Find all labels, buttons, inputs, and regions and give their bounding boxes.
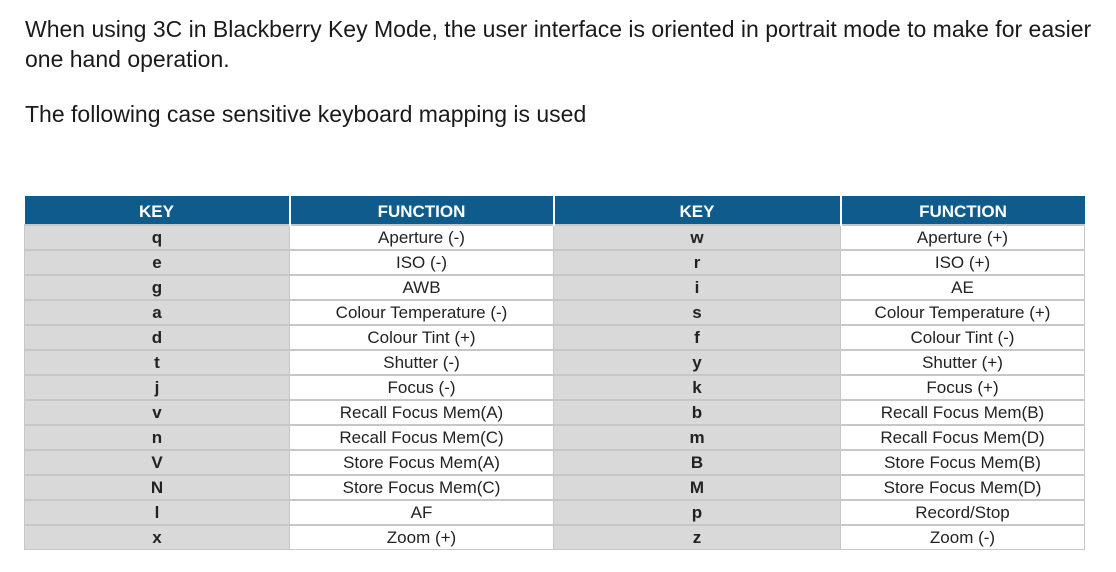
key-cell: j [25,375,290,400]
key-cell: g [25,275,290,300]
function-cell: Recall Focus Mem(A) [290,400,554,425]
function-cell: Store Focus Mem(B) [841,450,1085,475]
function-cell: Focus (-) [290,375,554,400]
function-cell: Record/Stop [841,500,1085,525]
function-cell: Shutter (-) [290,350,554,375]
table-row [25,250,1085,275]
header-key-right: KEY [554,196,841,225]
intro-paragraph: When using 3C in Blackberry Key Mode, the user interface is oriented in portrait mode to make for easier one hand operation. [25,16,1092,72]
table-row [25,225,1085,250]
table-row [25,350,1085,375]
mapping-caption: The following case sensitive keyboard mapping is used [25,101,587,127]
table-row [25,525,1085,550]
function-cell: AF [290,500,554,525]
table-row [25,275,1085,300]
key-cell: y [554,350,841,375]
table-header-row [25,196,1085,225]
table-row [25,325,1085,350]
key-cell: V [25,450,290,475]
header-function-right: FUNCTION [841,196,1085,225]
header-key-left: KEY [25,196,290,225]
function-cell: Colour Temperature (-) [290,300,554,325]
function-cell: Colour Tint (-) [841,325,1085,350]
key-cell: l [25,500,290,525]
key-cell: n [25,425,290,450]
key-cell: a [25,300,290,325]
function-cell: Store Focus Mem(A) [290,450,554,475]
key-cell: w [554,225,841,250]
key-cell: e [25,250,290,275]
function-cell: Recall Focus Mem(C) [290,425,554,450]
function-cell: Colour Temperature (+) [841,300,1085,325]
key-cell: M [554,475,841,500]
header-function-left: FUNCTION [290,196,554,225]
function-cell: Store Focus Mem(C) [290,475,554,500]
function-cell: Focus (+) [841,375,1085,400]
function-cell: Recall Focus Mem(D) [841,425,1085,450]
function-cell: Zoom (+) [290,525,554,550]
key-cell: b [554,400,841,425]
key-cell: k [554,375,841,400]
table-row [25,400,1085,425]
key-cell: N [25,475,290,500]
key-cell: m [554,425,841,450]
table-row [25,500,1085,525]
function-cell: Store Focus Mem(D) [841,475,1085,500]
key-cell: i [554,275,841,300]
key-cell: x [25,525,290,550]
table-row [25,300,1085,325]
key-cell: d [25,325,290,350]
table-row [25,475,1085,500]
key-cell: q [25,225,290,250]
function-cell: ISO (+) [841,250,1085,275]
keyboard-mapping-table [24,196,1085,550]
key-cell: B [554,450,841,475]
key-cell: f [554,325,841,350]
function-cell: AE [841,275,1085,300]
function-cell: AWB [290,275,554,300]
table-row [25,375,1085,400]
table-row [25,450,1085,475]
key-cell: z [554,525,841,550]
key-cell: v [25,400,290,425]
function-cell: Aperture (+) [841,225,1085,250]
function-cell: Shutter (+) [841,350,1085,375]
key-cell: p [554,500,841,525]
key-cell: t [25,350,290,375]
function-cell: Colour Tint (+) [290,325,554,350]
table-row [25,425,1085,450]
key-cell: s [554,300,841,325]
function-cell: ISO (-) [290,250,554,275]
function-cell: Aperture (-) [290,225,554,250]
function-cell: Zoom (-) [841,525,1085,550]
key-cell: r [554,250,841,275]
function-cell: Recall Focus Mem(B) [841,400,1085,425]
